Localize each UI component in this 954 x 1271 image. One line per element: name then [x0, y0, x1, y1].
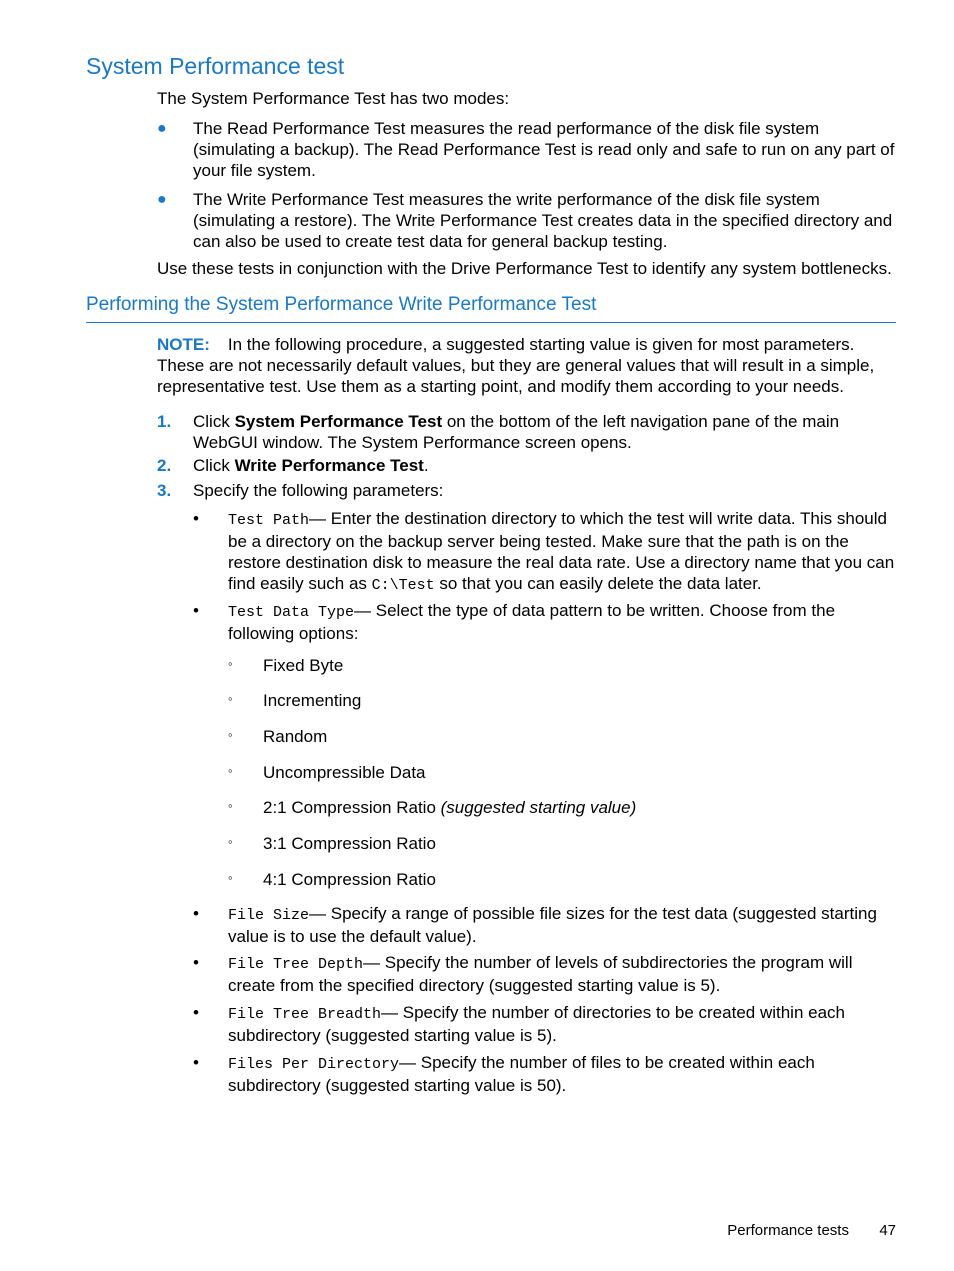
param-name: Test Data Type — [228, 604, 355, 621]
param-file-tree-breadth — [193, 1002, 898, 1046]
option-item — [228, 869, 436, 890]
ui-reference: Write Performance Test — [234, 456, 424, 475]
page-title: System Performance test — [86, 53, 345, 79]
procedure-step — [157, 480, 897, 501]
option-item — [228, 797, 636, 818]
option-item — [228, 690, 361, 711]
bullet-icon: • — [193, 904, 199, 923]
option-item — [228, 655, 343, 676]
option-note: (suggested starting value) — [440, 798, 637, 817]
bullet-icon: • — [193, 953, 199, 972]
mode-read-text: The Read Performance Test measures the read performance of the disk file system (simulating a backup). The Read Performance Test is read only and safe to run on any part of your file system. — [193, 119, 895, 180]
param-file-tree-depth — [193, 952, 898, 996]
step-number: 1. — [157, 412, 172, 431]
step-number: 2. — [157, 456, 172, 475]
step-text: . — [423, 456, 429, 475]
option-label: Fixed Byte — [263, 656, 344, 675]
step-text: Click — [193, 456, 235, 475]
option-label: Incrementing — [263, 691, 362, 710]
bullet-icon: • — [193, 1053, 199, 1072]
section-heading: Performing the System Performance Write Performance Test — [86, 294, 896, 323]
step-number: 3. — [157, 481, 172, 500]
bullet-icon: ● — [157, 120, 167, 137]
option-label: 3:1 Compression Ratio — [263, 834, 436, 853]
option-item — [228, 726, 327, 747]
step-text: Specify the following parameters: — [193, 481, 444, 500]
footer-section: Performance tests — [727, 1222, 849, 1239]
param-files-per-directory — [193, 1052, 898, 1096]
circle-bullet-icon: ◦ — [228, 798, 233, 813]
option-item — [228, 833, 436, 854]
param-file-size — [193, 903, 898, 947]
note-label: NOTE: — [157, 335, 210, 354]
param-name: Test Path — [228, 512, 310, 529]
param-test-path — [193, 508, 898, 596]
circle-bullet-icon: ◦ — [228, 656, 233, 671]
option-label: 4:1 Compression Ratio — [263, 870, 436, 889]
circle-bullet-icon: ◦ — [228, 763, 233, 778]
param-description: — Specify the number of directories to be created within each subdirectory (suggested starting value is 5). — [228, 1003, 845, 1045]
page-footer — [700, 1222, 896, 1239]
intro-paragraph: The System Performance Test has two modes: — [157, 89, 510, 108]
bullet-icon: ● — [157, 191, 167, 208]
note-box — [157, 334, 897, 397]
option-label: Random — [263, 727, 328, 746]
option-item — [228, 762, 426, 783]
step-text: Click — [193, 412, 235, 431]
param-description: so that you can easily delete the data later. — [434, 574, 762, 593]
list-item — [157, 118, 897, 181]
bullet-icon: • — [193, 1003, 199, 1022]
param-description: — Enter the destination directory to which the test will write data. This should be a directory on the backup server being tested. Make sure that the path is on the restore destination disk to measure the real data rate. Use a directory name that you can find easily such as — [228, 509, 895, 593]
bullet-icon: • — [193, 601, 199, 620]
param-description: — Specify a range of possible file sizes for the test data (suggested starting value is to use the default value). — [228, 904, 877, 946]
option-label: 2:1 Compression Ratio — [263, 798, 441, 817]
param-test-data-type — [193, 600, 898, 644]
page-number: 47 — [879, 1222, 896, 1239]
param-name: File Tree Depth — [228, 956, 364, 973]
step-text: on the bottom of the left navigation pane of the main WebGUI window. The System Performance screen opens. — [193, 412, 840, 452]
param-name: File Size — [228, 907, 310, 924]
list-item — [157, 189, 897, 252]
param-description: — Specify the number of levels of subdirectories the program will create from the specified directory (suggested starting value is 5). — [228, 953, 853, 995]
mode-write-text: The Write Performance Test measures the write performance of the disk file system (simulating a restore). The Write Performance Test creates data in the specified directory and can also be used to create test data for general backup testing. — [193, 190, 893, 251]
procedure-step — [157, 455, 897, 476]
bullet-icon: • — [193, 509, 199, 528]
option-label: Uncompressible Data — [263, 763, 426, 782]
param-description: — Specify the number of files to be created within each subdirectory (suggested starting value is 50). — [228, 1053, 815, 1095]
circle-bullet-icon: ◦ — [228, 834, 233, 849]
param-name: File Tree Breadth — [228, 1006, 382, 1023]
ui-reference: System Performance Test — [234, 412, 443, 431]
param-description: — Select the type of data pattern to be written. Choose from the following options: — [228, 601, 836, 643]
circle-bullet-icon: ◦ — [228, 870, 233, 885]
procedure-step — [157, 411, 897, 453]
param-name: Files Per Directory — [228, 1056, 400, 1073]
usage-paragraph: Use these tests in conjunction with the Drive Performance Test to identify any system bottlenecks. — [157, 259, 892, 278]
example-path: C:\Test — [371, 577, 435, 594]
note-text: In the following procedure, a suggested starting value is given for most parameters. These are not necessarily default values, but they are general values that will result in a simple, representative test. Use them as a starting point, and modify them according to your needs. — [157, 335, 875, 396]
circle-bullet-icon: ◦ — [228, 727, 233, 742]
circle-bullet-icon: ◦ — [228, 691, 233, 706]
